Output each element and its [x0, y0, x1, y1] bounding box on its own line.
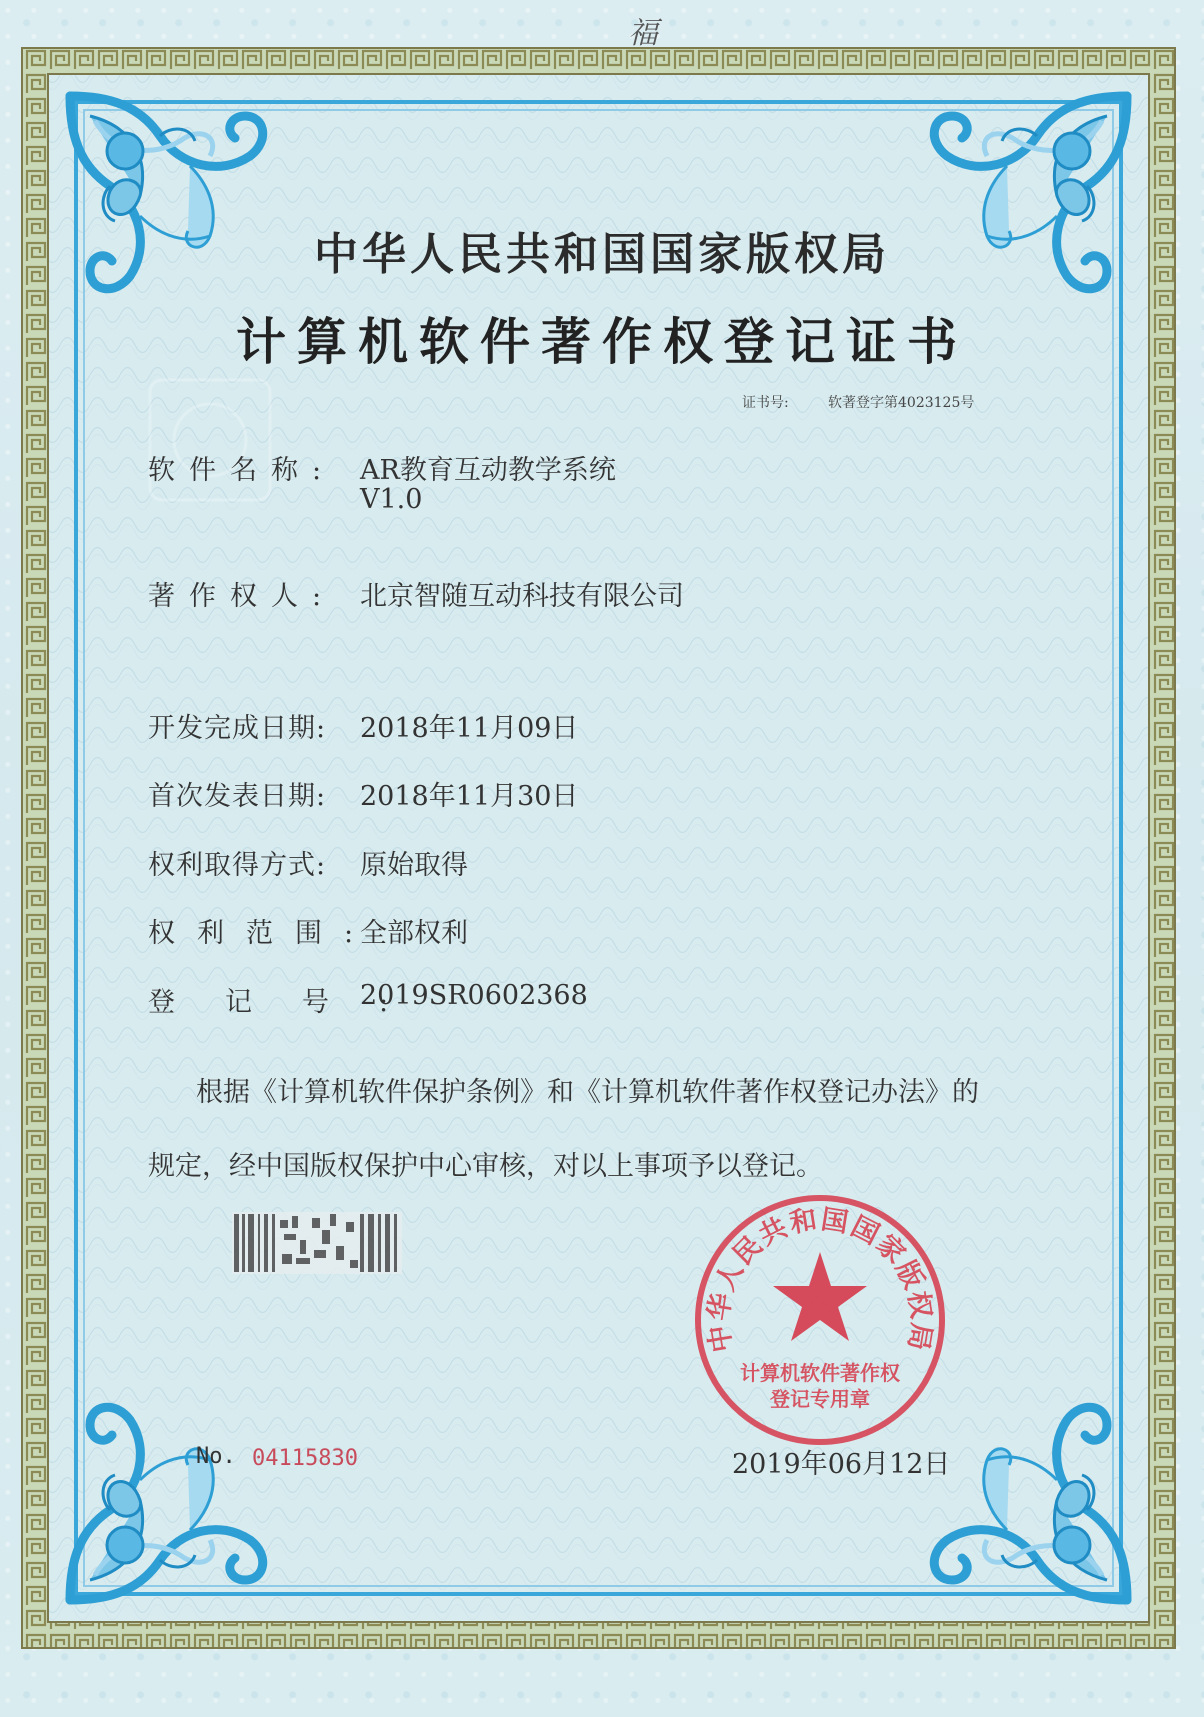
seal-line-2: 登记专用章 — [770, 1387, 870, 1411]
field-label-acquisition-method: 权利取得方式: — [148, 850, 327, 881]
official-seal — [690, 1190, 950, 1450]
field-value-acquisition-method: 原始取得 — [360, 850, 468, 881]
barcode — [232, 1212, 402, 1274]
field-label-copyright-owner: 著作权人: — [148, 581, 336, 612]
seal-arc-text: 中华人民共和国国家版权局 — [703, 1204, 937, 1355]
field-value-software-name: AR教育互动教学系统 — [360, 455, 616, 486]
seal-star-icon — [773, 1252, 867, 1341]
field-value-publication-date: 2018年11月30日 — [360, 781, 579, 812]
field-label-completion-date: 开发完成日期: — [148, 713, 327, 744]
seal-line-1: 计算机软件著作权 — [740, 1361, 900, 1385]
statement-line-1: 根据《计算机软件保护条例》和《计算机软件著作权登记办法》的 — [196, 1077, 979, 1108]
field-value-registration-number: 2019SR0602368 — [360, 980, 588, 1011]
field-label-registration-number: 登记号: — [148, 987, 439, 1018]
serial-number: 04115830 — [252, 1446, 358, 1471]
field-value-rights-scope: 全部权利 — [360, 918, 468, 949]
certificate-title: 计算机软件著作权登记证书 — [236, 313, 968, 371]
issuing-authority: 中华人民共和国国家版权局 — [314, 229, 890, 280]
field-label-rights-scope: 权利范围: — [148, 918, 376, 949]
handwritten-mark: 福 — [628, 16, 658, 51]
field-label-software-name: 软件名称: — [148, 455, 336, 486]
field-label-publication-date: 首次发表日期: — [148, 781, 327, 812]
certificate-number: 软著登字第4023125号 — [828, 395, 975, 411]
certificate-number-label: 证书号: — [742, 395, 789, 411]
field-value-copyright-owner: 北京智随互动科技有限公司 — [360, 581, 684, 612]
statement-line-2: 规定，经中国版权保护中心审核，对以上事项予以登记。 — [148, 1151, 823, 1182]
field-value-completion-date: 2018年11月09日 — [360, 713, 579, 744]
field-value-software-version: V1.0 — [360, 484, 423, 515]
serial-number-label: No. — [196, 1444, 236, 1469]
issue-date: 2019年06月12日 — [732, 1449, 951, 1480]
